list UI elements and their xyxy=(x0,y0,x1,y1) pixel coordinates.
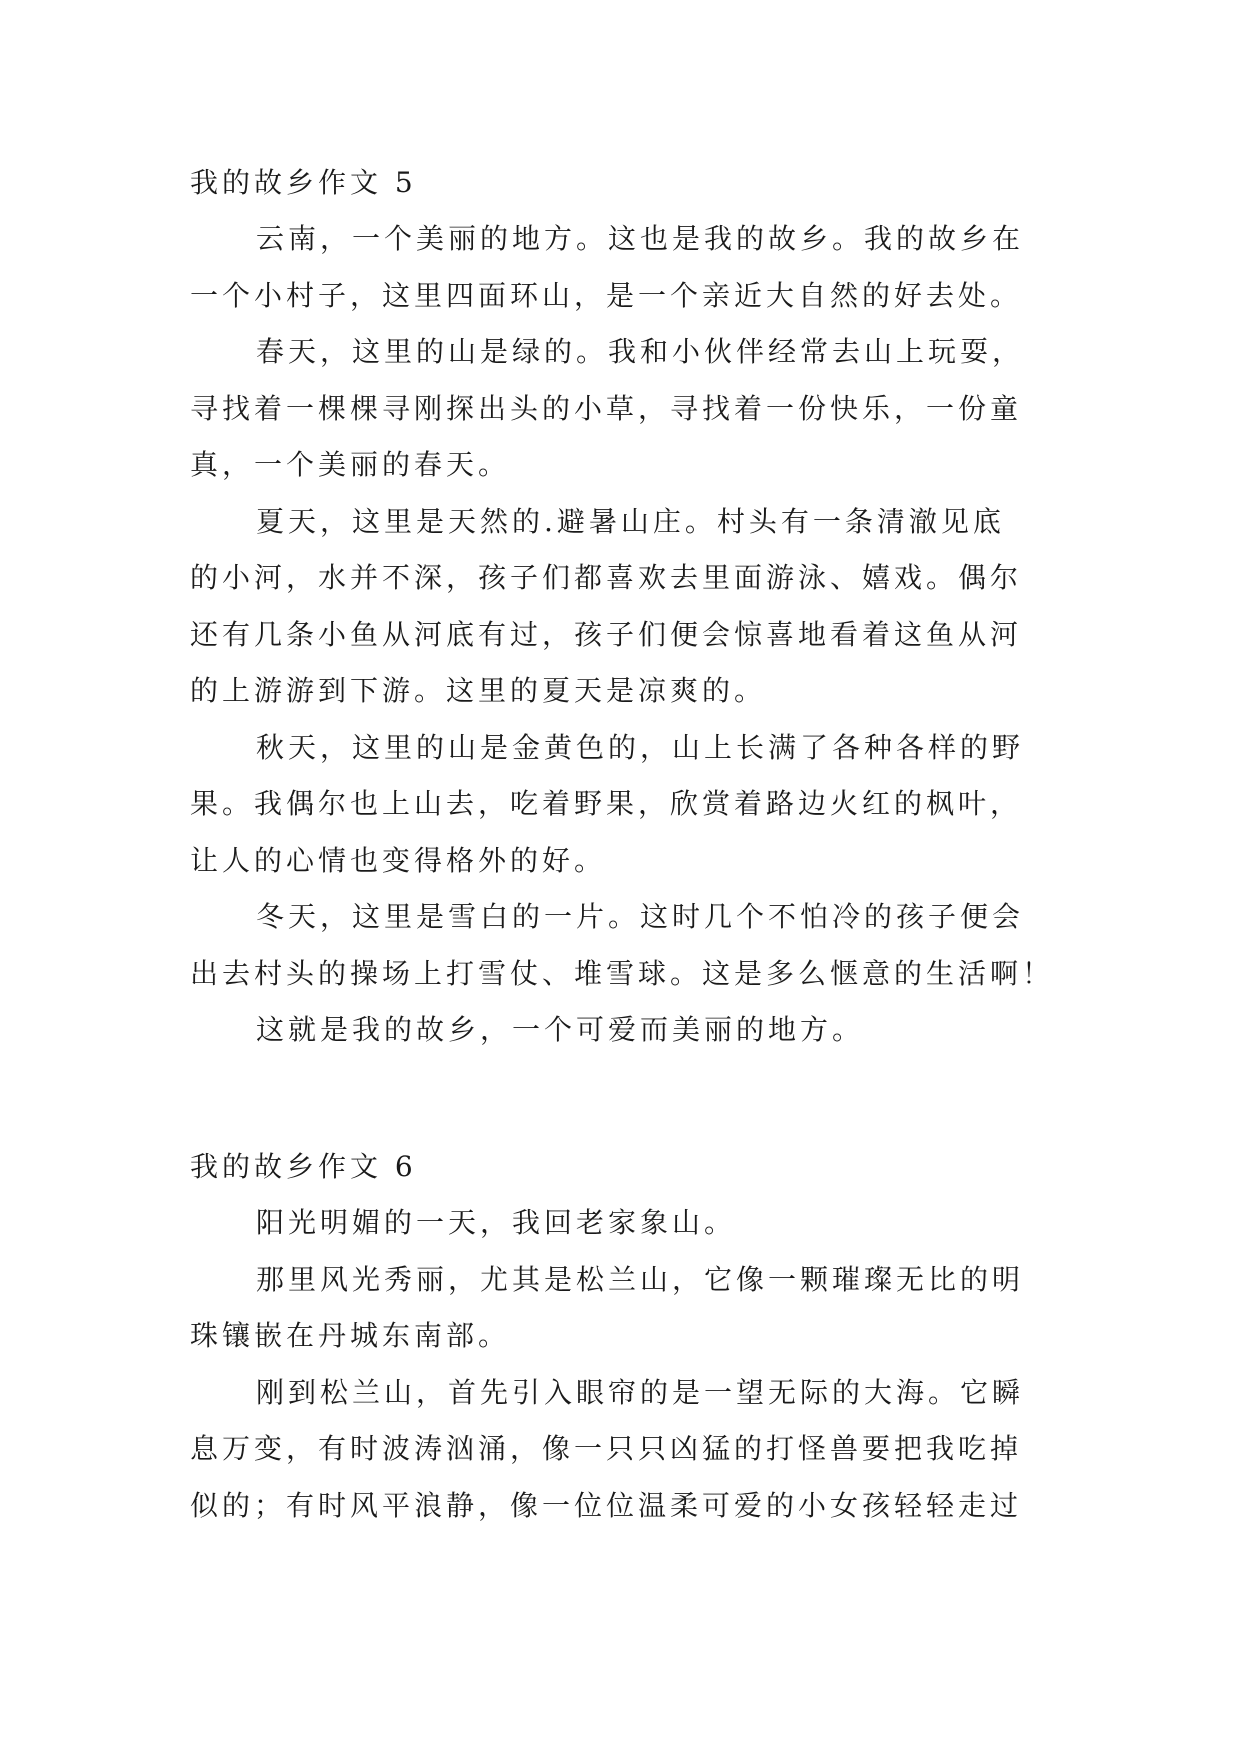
essay-title: 我的故乡作文 5 xyxy=(190,166,417,199)
paragraph xyxy=(190,1195,1070,1252)
text-line: 这就是我的故乡，一个可爱而美丽的地方。 xyxy=(256,1013,865,1046)
text-line: 还有几条小鱼从河底有过，孩子们便会惊喜地看着这鱼从河 xyxy=(190,617,1023,651)
paragraph xyxy=(190,1002,1070,1059)
text-line: 刚到松兰山，首先引入眼帘的是一望无际的大海。它瞬 xyxy=(256,1375,1025,1409)
essay-5 xyxy=(190,155,1070,1059)
text-line: 果。我偶尔也上山去，吃着野果，欣赏着路边火红的枫叶， xyxy=(190,787,1023,820)
text-line: 出去村头的操场上打雪仗、堆雪球。这是多么惬意的生活啊！ xyxy=(190,956,1055,990)
text-line: 阳光明媚的一天，我回老家象山。 xyxy=(256,1206,737,1239)
text-line: 的上游游到下游。这里的夏天是凉爽的。 xyxy=(190,674,767,707)
text-line: 让人的心情也变得格外的好。 xyxy=(190,843,607,877)
text-line: 那里风光秀丽，尤其是松兰山，它像一颗璀璨无比的明 xyxy=(256,1262,1025,1296)
paragraph xyxy=(190,720,1070,890)
essay-6 xyxy=(190,1139,1070,1534)
text-line: 珠镶嵌在丹城东南部。 xyxy=(190,1319,511,1352)
text-line: 冬天，这里是雪白的一片。这时几个不怕冷的孩子便会 xyxy=(256,900,1025,933)
paragraph xyxy=(190,1365,1070,1535)
text-line: 似的；有时风平浪静，像一位位温柔可爱的小女孩轻轻走过 xyxy=(190,1488,1023,1522)
text-line: 真，一个美丽的春天。 xyxy=(190,448,511,481)
text-line: 秋天，这里的山是金黄色的，山上长满了各种各样的野 xyxy=(256,730,1025,764)
text-line: 一个小村子，这里四面环山，是一个亲近大自然的好去处。 xyxy=(190,278,1023,312)
paragraph xyxy=(190,324,1070,494)
text-line: 的小河，水并不深，孩子们都喜欢去里面游泳、嬉戏。偶尔 xyxy=(190,561,1023,594)
paragraph xyxy=(190,1252,1070,1365)
paragraph xyxy=(190,889,1070,1002)
text-line: 寻找着一棵棵寻刚探出头的小草，寻找着一份快乐，一份童 xyxy=(190,391,1023,425)
essay-title: 我的故乡作文 6 xyxy=(190,1150,417,1183)
paragraph xyxy=(190,494,1070,720)
text-line: 云南，一个美丽的地方。这也是我的故乡。我的故乡在 xyxy=(256,222,1025,255)
text-line: 春天，这里的山是绿的。我和小伙伴经常去山上玩耍， xyxy=(256,335,1025,368)
paragraph xyxy=(190,211,1070,324)
text-line: 息万变，有时波涛汹涌，像一只只凶猛的打怪兽要把我吃掉 xyxy=(190,1432,1023,1465)
text-line: 夏天，这里是天然的.避暑山庄。村头有一条清澈见底 xyxy=(256,504,1005,538)
